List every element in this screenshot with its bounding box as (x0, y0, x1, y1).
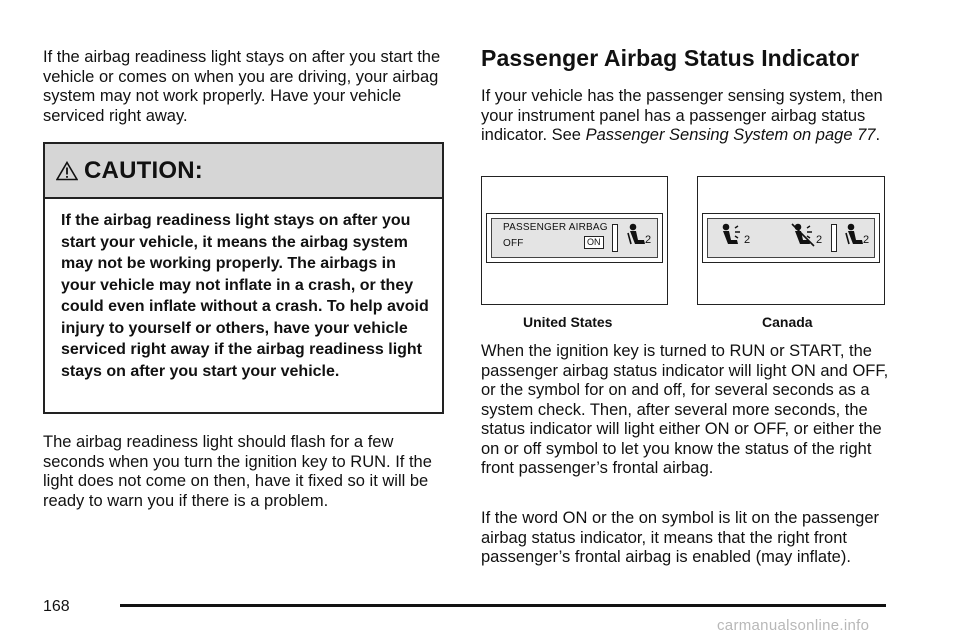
subscript-label: 2 (863, 234, 870, 246)
footer-rule (120, 604, 886, 607)
body-paragraph: The airbag readiness light should flash for a few seconds when you turn the ignition key to RUN. If the light does not come on then, have it fixed so it will be ready to warn you if there is a problem. (43, 433, 432, 510)
caution-text: If the airbag readiness light stays on after you start your vehicle, it means the airbag system may not be working properly. The airbags in your vehicle may not inflate in a crash, or they could even inflate without a crash. To help avoid injury to yourself or others, have your vehicle serviced right away if the airbag readiness light stays on after you start your vehicle. (61, 212, 429, 380)
caution-header (45, 144, 442, 199)
canada-indicator-panel (697, 176, 885, 305)
indicator-label: PASSENGER AIRBAG (503, 222, 608, 233)
body-paragraph: When the ignition key is turned to RUN or START, the passenger airbag status indicator will light ON and OFF, or the symbol for on and off, for several seconds as a system check. Then, after several more seconds, the status indicator will light either ON or OFF, or either the on or off symbol to let you know the status of the right front passenger’s frontal airbag. (481, 342, 889, 477)
warning-icon (56, 161, 78, 181)
watermark: carmanualsonline.info (717, 617, 870, 634)
indicator-off-label: OFF (503, 238, 524, 249)
body-paragraph (481, 87, 891, 146)
subscript-label: 2 (645, 234, 652, 246)
caution-title: CAUTION: (84, 156, 203, 184)
paragraph-text: . (875, 126, 881, 144)
page-reference-link[interactable]: Passenger Sensing System on page 77 (585, 126, 876, 144)
us-indicator-display (486, 213, 663, 263)
subscript-label: 2 (744, 234, 751, 246)
indicator-bar (612, 224, 618, 252)
body-paragraph: If the word ON or the on symbol is lit on the passenger airbag status indicator, it means that the right front passenger’s frontal airbag is enabled (may inflate). (481, 509, 880, 566)
indicator-bar (831, 224, 837, 252)
caution-box (43, 142, 444, 414)
canada-indicator-display (702, 213, 880, 263)
canada-caption: Canada (762, 314, 813, 330)
section-heading: Passenger Airbag Status Indicator (481, 45, 860, 71)
page-number: 168 (43, 598, 70, 615)
subscript-label: 2 (816, 234, 823, 246)
us-indicator-panel (481, 176, 668, 305)
indicator-on-label: ON (584, 236, 604, 249)
paragraph-text: If your vehicle has the passenger sensing system, then your instrument panel has a passenger airbag status indicator. See (481, 87, 883, 144)
body-paragraph: If the airbag readiness light stays on after you start the vehicle or comes on when you are driving, your airbag system may not work properly. Have your vehicle serviced right away. (43, 48, 441, 125)
us-caption: United States (523, 314, 613, 330)
status-indicator-figure (481, 176, 891, 336)
